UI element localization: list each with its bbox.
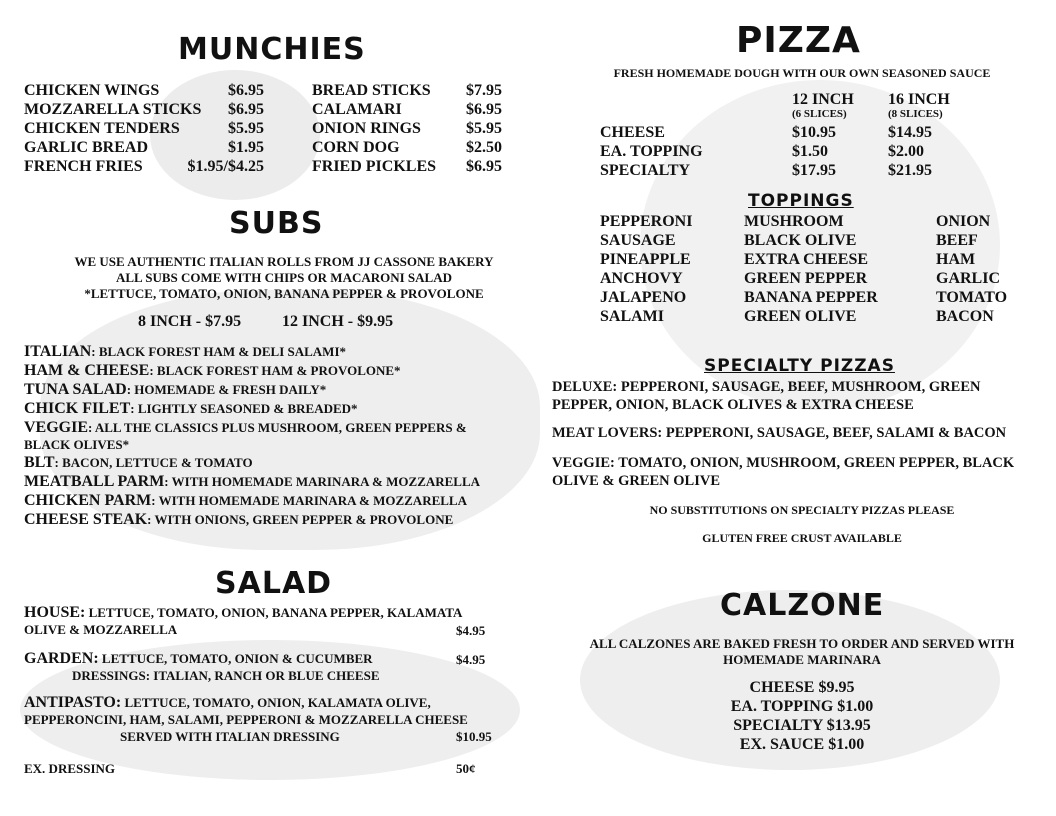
- sub-name: CHICK FILET: [24, 400, 131, 417]
- list-item: [24, 418, 480, 437]
- list-item: [24, 491, 480, 510]
- toppings-col-2: [744, 212, 878, 326]
- item-name: FRENCH FRIES: [24, 158, 143, 175]
- salad-desc: OLIVE & MOZZARELLA: [24, 622, 178, 637]
- specialty-line: DELUXE: PEPPERONI, SAUSAGE, BEEF, MUSHROOM, GREEN: [552, 379, 981, 395]
- item-name: MOZZARELLA STICKS: [24, 101, 202, 118]
- item-price: $6.95: [228, 82, 264, 99]
- sub-desc: : LIGHTLY SEASONED & BREADED*: [130, 401, 358, 416]
- list-item: [24, 138, 264, 157]
- subs-price-12: 12 INCH - $9.95: [282, 313, 394, 330]
- pizza-subtitle: FRESH HOMEMADE DOUGH WITH OUR OWN SEASONED SAUCE: [613, 66, 991, 80]
- sub-name: CHICKEN PARM: [24, 492, 152, 509]
- calzone-line: SPECIALTY $13.95: [733, 717, 871, 734]
- salad-desc: PEPPERONCINI, HAM, SALAMI, PEPPERONI & MOZZARELLA CHEESE: [24, 712, 468, 727]
- list-item: [312, 138, 502, 157]
- calzone-prices: [552, 678, 1052, 754]
- topping-item: GREEN OLIVE: [744, 308, 857, 325]
- salad-name: GARDEN:: [24, 650, 99, 667]
- table-row: [600, 161, 932, 180]
- sub-name: CHEESE STEAK: [24, 511, 148, 528]
- topping-item: BANANA PEPPER: [744, 289, 878, 306]
- list-item: [24, 472, 480, 491]
- table-row: [600, 142, 932, 161]
- item-name: CHICKEN TENDERS: [24, 120, 180, 137]
- calzone-intro-line: HOMEMADE MARINARA: [723, 652, 881, 667]
- salad-ex-dressing: EX. DRESSING: [24, 761, 116, 776]
- pizza-price-table: [600, 123, 932, 180]
- toppings-title: TOPPINGS: [748, 191, 854, 211]
- calzone-intro: [552, 636, 1052, 668]
- topping-item: BLACK OLIVE: [744, 232, 857, 249]
- pizza-row-name: EA. TOPPING: [600, 143, 703, 160]
- subs-price-8: 8 INCH - $7.95: [138, 313, 242, 330]
- sub-desc: : WITH ONIONS, GREEN PEPPER & PROVOLONE: [147, 512, 454, 527]
- item-price: $5.95: [466, 120, 502, 137]
- sub-desc: : BLACK FOREST HAM & DELI SALAMI*: [91, 344, 347, 359]
- pizza-row-p12: $1.50: [792, 143, 828, 160]
- pizza-row-p12: $17.95: [792, 162, 836, 179]
- sub-desc: : WITH HOMEMADE MARINARA & MOZZARELLA: [151, 493, 467, 508]
- topping-item: EXTRA CHEESE: [744, 251, 869, 268]
- sub-desc: : HOMEMADE & FRESH DAILY*: [126, 382, 327, 397]
- subs-title: SUBS: [229, 206, 324, 241]
- table-row: [600, 123, 932, 142]
- topping-item: GREEN PEPPER: [744, 270, 868, 287]
- toppings-col-1: [600, 212, 692, 326]
- list-item: [24, 157, 264, 176]
- list-item: [312, 81, 502, 100]
- list-item: [24, 399, 480, 418]
- item-name: CHICKEN WINGS: [24, 82, 160, 99]
- item-name: CORN DOG: [312, 139, 400, 156]
- topping-item: PEPPERONI: [600, 213, 693, 230]
- pizza-col-12-sub: (6 SLICES): [792, 108, 847, 120]
- salad-name: HOUSE:: [24, 604, 86, 621]
- list-item: [312, 119, 502, 138]
- topping-item: ANCHOVY: [600, 270, 683, 287]
- item-price: $5.95: [228, 120, 264, 137]
- item-price: $6.95: [228, 101, 264, 118]
- sub-name: VEGGIE: [24, 419, 89, 436]
- salad-title: SALAD: [215, 566, 333, 601]
- pizza-row-p16: $21.95: [888, 162, 932, 179]
- list-item: [24, 510, 480, 529]
- salad-dressings: DRESSINGS: ITALIAN, RANCH OR BLUE CHEESE: [72, 668, 380, 683]
- sub-name: TUNA SALAD: [24, 381, 127, 398]
- sub-desc: : WITH HOMEMADE MARINARA & MOZZARELLA: [164, 474, 481, 489]
- no-substitutions-note: NO SUBSTITUTIONS ON SPECIALTY PIZZAS PLEASE: [649, 503, 955, 517]
- topping-item: SAUSAGE: [600, 232, 676, 249]
- calzone-intro-line: ALL CALZONES ARE BAKED FRESH TO ORDER AND SERVED WITH: [589, 636, 1015, 651]
- list-item: [24, 100, 264, 119]
- pizza-title: PIZZA: [736, 20, 861, 61]
- list-item: [24, 81, 264, 100]
- munchies-left-list: [24, 81, 264, 176]
- topping-item: BACON: [936, 308, 994, 325]
- topping-item: ONION: [936, 213, 991, 230]
- list-item: [24, 342, 480, 361]
- salad-name: ANTIPASTO:: [24, 694, 122, 711]
- specialty-title: SPECIALTY PIZZAS: [704, 356, 895, 376]
- list-item: [24, 361, 480, 380]
- list-item: [24, 453, 480, 472]
- calzone-line: EX. SAUCE $1.00: [739, 736, 865, 753]
- subs-intro-line: *LETTUCE, TOMATO, ONION, BANANA PEPPER & PROVOLONE: [84, 286, 484, 301]
- list-item: [24, 119, 264, 138]
- specialty-line: PEPPER, ONION, BLACK OLIVES & EXTRA CHEESE: [552, 397, 914, 413]
- salad-house: [24, 604, 462, 638]
- item-name: BREAD STICKS: [312, 82, 431, 99]
- sub-name: HAM & CHEESE: [24, 362, 150, 379]
- item-name: GARLIC BREAD: [24, 139, 149, 156]
- specialty-veggie: [552, 454, 1014, 490]
- item-price: $1.95/$4.25: [187, 158, 264, 175]
- salad-desc: LETTUCE, TOMATO, ONION, BANANA PEPPER, KALAMATA: [85, 605, 463, 620]
- pizza-col-16-sub: (8 SLICES): [888, 108, 943, 120]
- specialty-meat: MEAT LOVERS: PEPPERONI, SAUSAGE, BEEF, SALAMI & BACON: [552, 425, 1007, 441]
- item-name: CALAMARI: [312, 101, 402, 118]
- sub-desc: BLACK OLIVES*: [24, 437, 130, 452]
- salad-desc: LETTUCE, TOMATO, ONION, KALAMATA OLIVE,: [121, 695, 431, 710]
- item-name: ONION RINGS: [312, 120, 421, 137]
- salad-desc: LETTUCE, TOMATO, ONION & CUCUMBER: [98, 651, 373, 666]
- item-price: $7.95: [466, 82, 502, 99]
- sub-desc: : ALL THE CLASSICS PLUS MUSHROOM, GREEN PEPPERS &: [88, 420, 467, 435]
- munchies-right-list: [312, 81, 502, 176]
- item-name: FRIED PICKLES: [312, 158, 437, 175]
- list-item: [24, 437, 480, 453]
- pizza-row-p12: $10.95: [792, 124, 836, 141]
- pizza-col-12: 12 INCH: [792, 91, 854, 108]
- specialty-deluxe: [552, 378, 980, 414]
- salad-garden: [24, 650, 380, 684]
- topping-item: GARLIC: [936, 270, 1001, 287]
- subs-intro-line: ALL SUBS COME WITH CHIPS OR MACARONI SALAD: [115, 270, 452, 285]
- pizza-row-name: CHEESE: [600, 124, 665, 141]
- sub-desc: : BLACK FOREST HAM & PROVOLONE*: [149, 363, 401, 378]
- pizza-row-name: SPECIALTY: [600, 162, 691, 179]
- list-item: [312, 100, 502, 119]
- topping-item: PINEAPPLE: [600, 251, 691, 268]
- sub-name: MEATBALL PARM: [24, 473, 165, 490]
- toppings-col-3: [936, 212, 1007, 326]
- topping-item: JALAPENO: [600, 289, 687, 306]
- item-price: $6.95: [466, 101, 502, 118]
- salad-ex-dressing-price: 50¢: [456, 761, 476, 776]
- item-price: $6.95: [466, 158, 502, 175]
- salad-antipasto: [24, 694, 468, 745]
- topping-item: BEEF: [936, 232, 978, 249]
- list-item: [312, 157, 502, 176]
- topping-item: TOMATO: [936, 289, 1008, 306]
- calzone-line: EA. TOPPING $1.00: [730, 698, 874, 715]
- sub-name: BLT: [24, 454, 55, 471]
- sub-name: ITALIAN: [24, 343, 92, 360]
- topping-item: HAM: [936, 251, 976, 268]
- salad-house-price: $4.95: [456, 623, 486, 638]
- topping-item: SALAMI: [600, 308, 665, 325]
- item-price: $2.50: [466, 139, 502, 156]
- subs-list: [24, 342, 480, 529]
- gluten-free-note: GLUTEN FREE CRUST AVAILABLE: [702, 531, 902, 545]
- item-price: $1.95: [228, 139, 264, 156]
- munchies-title: MUNCHIES: [178, 32, 366, 67]
- calzone-title: CALZONE: [720, 588, 885, 623]
- salad-desc: SERVED WITH ITALIAN DRESSING: [120, 729, 340, 744]
- specialty-line: OLIVE & GREEN OLIVE: [552, 473, 720, 489]
- subs-intro-line: WE USE AUTHENTIC ITALIAN ROLLS FROM JJ CASSONE BAKERY: [74, 254, 494, 269]
- sub-desc: : BACON, LETTUCE & TOMATO: [54, 455, 253, 470]
- list-item: [24, 380, 480, 399]
- calzone-line: CHEESE $9.95: [749, 679, 855, 696]
- pizza-row-p16: $2.00: [888, 143, 924, 160]
- specialty-line: VEGGIE: TOMATO, ONION, MUSHROOM, GREEN PEPPER, BLACK: [552, 455, 1015, 471]
- pizza-col-16: 16 INCH: [888, 91, 950, 108]
- topping-item: MUSHROOM: [744, 213, 844, 230]
- subs-intro: [24, 254, 544, 302]
- salad-garden-price: $4.95: [456, 652, 486, 667]
- pizza-row-p16: $14.95: [888, 124, 932, 141]
- salad-antipasto-price: $10.95: [456, 729, 492, 744]
